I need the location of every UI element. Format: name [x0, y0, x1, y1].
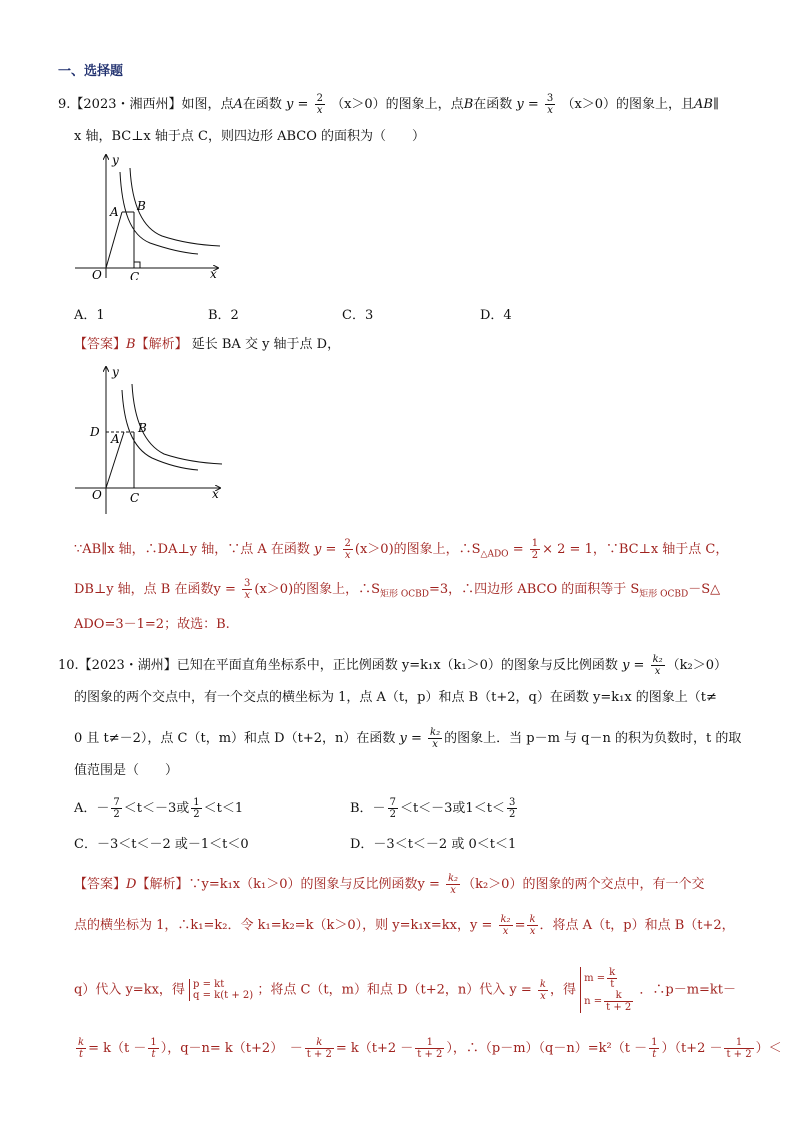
equation-system: p = kt q = k(t + 2) [189, 979, 253, 1001]
segment-oa [106, 212, 122, 268]
q9-line-1: 9.【2023・湘西州】如图，点A在函数 y = $\frac{2}{x}$ （x＞0）的图象上，点B在函数 y = $\frac{3}{x}$ （x＞0）的图象上，且AB∥ [58, 93, 719, 116]
q10-option-d: D．－3＜t＜－2 或 0＜t＜1 [350, 837, 517, 852]
label-b: B [138, 421, 147, 435]
q9-solution-line-3: ADO=3－1=2；故选：B. [74, 617, 230, 632]
q9-option-d: D．4 [480, 308, 512, 323]
q10-solution-line-4: $\frac{k}{t}$ = k（t － $\frac{1}{t}$ ），q－n= k（t+2） － $\frac{k}{t + 2}$ = k（t+2 － $\frac{1}{t + 2}$ ），∴（p－m）（q－n）=k²（t － $\frac{1}{t}$ ）（t+2 － $\frac{1}{t + 2}$ ）＜ [78, 1037, 782, 1060]
q9-answer-line: 【答案】B【解析】 延长 BA 交 y 轴于点 D， [74, 337, 341, 352]
label-b: B [137, 199, 146, 213]
label-y: y [112, 365, 119, 379]
q10-solution-line-3: q）代入 y=kx，得 p = kt q = k(t + 2) ；将点 C（t，m）和点 D（t+2，n）代入 y = $\frac{k}{x}$ ，得 m = $\frac{k}{t}$ n = $\frac{k}{t + 2}$ ．∴p－m=kt－ [74, 967, 737, 1013]
q9-option-a: A．1 [74, 308, 105, 323]
fraction-3-over-x: $\frac{3}{x}$ [244, 578, 251, 601]
q9-option-b: B．2 [208, 308, 239, 323]
label-x: x [210, 267, 217, 280]
q10-line-1: 10.【2023・湖州】已知在平面直角坐标系中，正比例函数 y=k₁x（k₁＞0）的图象与反比例函数 y = $\frac{\text{k₂}}{x}$ （k₂＞0） [58, 654, 728, 677]
fraction-k2-over-x: $\frac{\text{k₂}}{x}$ [652, 654, 663, 677]
q10-line-3: 0 且 t≠－2），点 C（t，m）和点 D（t+2，n）在函数 y = $\frac{\text{k₂}}{x}$ 的图象上．当 p－m 与 q－n 的积为负数时，t 的取 [74, 727, 742, 750]
q9-line-2: x 轴，BC⊥x 轴于点 C，则四边形 ABCO 的面积为（ ） [74, 129, 426, 144]
q9-solution-line-1: ∵AB∥x 轴，∴DA⊥y 轴，∵点 A 在函数 y = $\frac{2}{x}$ (x＞0)的图象上，$\therefore S_{\triangle ADO}$ = $\frac{1}{2}$ × 2 = 1，∵BC⊥x 轴于点 C， [74, 538, 729, 561]
label-o: O [92, 488, 102, 502]
q9-figure [70, 150, 230, 280]
equation-system-mn: m = $\frac{k}{t}$ n = $\frac{k}{t + 2}$ [580, 967, 635, 1013]
q10-line-4: 值范围是（ ） [74, 763, 179, 778]
label-o: O [92, 268, 102, 280]
q10-option-c: C．－3＜t＜－2 或－1＜t＜0 [74, 837, 249, 852]
fraction-3-over-x: $\frac{3}{x}$ [546, 93, 554, 116]
fraction-2-over-x: $\frac{2}{x}$ [316, 93, 323, 116]
label-c: C [130, 491, 140, 505]
q10-option-b: B．－ $\frac{7}{2}$ ＜t＜－3或1＜t＜ $\frac{3}{2}$ [350, 797, 516, 820]
label-y: y [112, 153, 119, 167]
q10-option-a: A．－ $\frac{7}{2}$ ＜t＜－3或 $\frac{1}{2}$ ＜t＜1 [74, 797, 244, 820]
fraction-k2-over-x: $\frac{\text{k₂}}{x}$ [430, 727, 441, 750]
q9-solution-figure [70, 362, 230, 517]
right-angle-mark [134, 262, 140, 268]
fraction: $\frac{2}{x}$ [344, 538, 351, 561]
label-a: A [111, 432, 120, 446]
label-c: C [130, 270, 140, 280]
section-title: 一、选择题 [58, 64, 124, 79]
q10-solution-line-1: 【答案】D【解析】∵y=k₁x（k₁＞0）的图象与反比例函数y = $\frac{\text{k₂}}{x}$ （k₂＞0）的图象的两个交点中，有一个交 [74, 873, 705, 896]
q9-solution-line-2: DB⊥y 轴，点 B 在函数y = $\frac{3}{x}$ (x＞0)的图象上，$\therefore S_{矩形 OCBD}=3$，∴四边形 ABCO 的面积等于 $S_{矩形 OCBD}-S\triangle$ [74, 578, 721, 601]
q10-solution-line-2: 点的横坐标为 1，∴k₁=k₂．令 k₁=k₂=k（k＞0），则 y=k₁x=kx，y = $\frac{\text{k₂}}{x}$ = $\frac{k}{x}$ ．将点 A（t，p）和点 B（t+2， [74, 914, 735, 937]
fraction-half: $\frac{1}{2}$ [531, 538, 539, 561]
label-d: D [90, 425, 100, 439]
q10-line-2: 的图象的两个交点中，有一个交点的横坐标为 1，点 A（t，p）和点 B（t+2，q）在函数 y=k₁x 的图象上（t≠ [74, 690, 717, 705]
label-x: x [212, 487, 219, 501]
q9-option-c: C．3 [342, 308, 374, 323]
label-a: A [110, 205, 119, 219]
